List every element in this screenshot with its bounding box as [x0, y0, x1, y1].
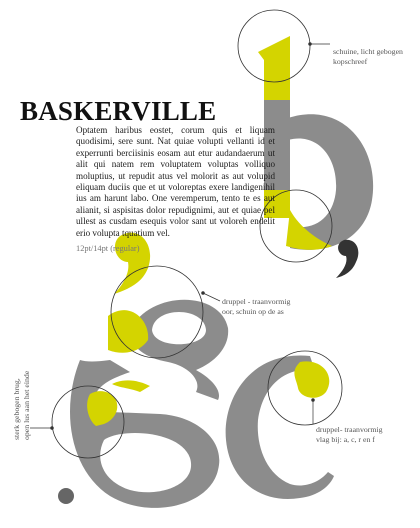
font-spec-label: 12pt/14pt (regular) [76, 244, 140, 253]
annotation-b-line1: schuine, licht gebogen [333, 47, 403, 56]
annotation-c [316, 425, 382, 444]
letter-g-glyph [58, 233, 228, 508]
annotation-g-line1: druppel - traanvormig [222, 297, 291, 306]
page-title: BASKERVILLE [20, 96, 217, 126]
annotation-g-line2: oor, schuin op de as [222, 306, 284, 316]
annotation-v-line1: sterk gebogen brug, [12, 378, 21, 440]
annotation-c-line2: vlag bij: a, c, r en f [316, 434, 375, 444]
annotation-b-line2: kopschreef [333, 56, 368, 66]
body-paragraph: Optatem haribus eostet, corum quis et liquam quodisimi, sere sunt. Nat quiae volupti vellanti id et experrunti berciisinis eosam aut etur audandaerum ut alit qui natem rem voluptatem voluptas volliquo moluptius, ut repudit atus vel molorit as aut volupid eliquam duciis que et ut voloreptas exere landigenihil ius am harunt labo. One veremperum, tento te es aut alianit, si aspisitas dolor repudignimi, aut et quiae pel ullest as cusdam esequis volor sant ut voloreh endelit erio volupta tquatium vel. [76, 125, 275, 238]
annotation-v-line2: open lus aan het einde [21, 370, 31, 440]
letter-b-glyph [258, 36, 373, 278]
annotation-g [222, 297, 290, 316]
annotation-b [333, 47, 403, 66]
annotation-vertical [12, 371, 31, 440]
annotation-c-line1: druppel- traanvormig [316, 425, 383, 434]
